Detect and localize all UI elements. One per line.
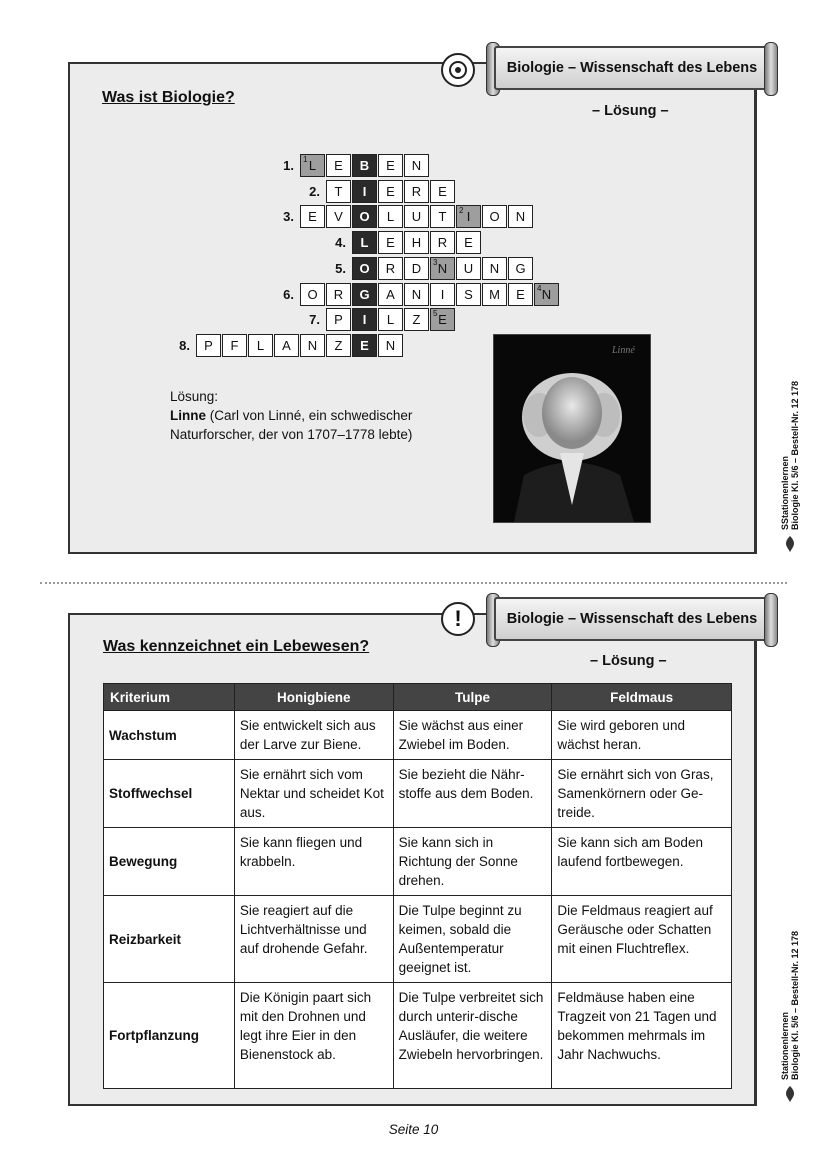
table-header-cell: Tulpe bbox=[393, 684, 552, 711]
table-cell: Sie entwickelt sich aus der Larve zur Biene. bbox=[234, 711, 393, 760]
card1-solution-label: – Lösung – bbox=[592, 103, 669, 119]
crossword-cell: E bbox=[352, 334, 377, 357]
side-imprint-1 bbox=[780, 320, 800, 554]
crossword-cell: 4 N bbox=[534, 283, 559, 306]
table-row bbox=[104, 896, 732, 983]
table-body bbox=[104, 711, 732, 1089]
section-divider bbox=[40, 582, 787, 584]
crossword-row-number: 2. bbox=[309, 183, 320, 199]
crossword-cell: 1 L bbox=[300, 154, 325, 177]
criterion-cell: Bewegung bbox=[104, 828, 235, 896]
crossword-cell: Z bbox=[404, 308, 429, 331]
crossword-cell: U bbox=[404, 205, 429, 228]
crossword-cell: T bbox=[326, 180, 351, 203]
crossword-cell: E bbox=[456, 231, 481, 254]
card1-header-scroll bbox=[486, 42, 778, 96]
crossword-cell: F bbox=[222, 334, 247, 357]
kohl-verlag-logo bbox=[781, 534, 799, 554]
crossword-cell: E bbox=[378, 231, 403, 254]
kohl-verlag-logo bbox=[781, 1084, 799, 1104]
crossword-cell: P bbox=[326, 308, 351, 331]
crossword-cell: D bbox=[404, 257, 429, 280]
crossword-cell: U bbox=[456, 257, 481, 280]
crossword-cell: Z bbox=[326, 334, 351, 357]
clue-mark: 3 bbox=[433, 257, 438, 267]
target-icon bbox=[441, 53, 475, 87]
criterion-cell: Stoffwechsel bbox=[104, 760, 235, 828]
crossword-cell: E bbox=[508, 283, 533, 306]
table-cell: Sie kann fliegen und krabbeln. bbox=[234, 828, 393, 896]
crossword-cell: N bbox=[378, 334, 403, 357]
table-cell: Sie wächst aus einer Zwiebel im Boden. bbox=[393, 711, 552, 760]
page-number: Seite 10 bbox=[388, 1122, 439, 1137]
crossword-cell: L bbox=[248, 334, 273, 357]
crossword-cell: R bbox=[404, 180, 429, 203]
crossword-cell: O bbox=[482, 205, 507, 228]
criterion-cell: Reizbarkeit bbox=[104, 896, 235, 983]
clue-mark: 5 bbox=[433, 309, 438, 319]
crossword-cell: G bbox=[352, 283, 377, 306]
card2-header: Biologie – Wissenschaft des Lebens bbox=[494, 597, 770, 641]
scroll-cap-right bbox=[764, 42, 778, 96]
crossword-row-number: 6. bbox=[283, 286, 294, 302]
side2-line1: Stationenlernen bbox=[780, 1011, 790, 1080]
crossword-cell: G bbox=[508, 257, 533, 280]
crossword-cell: L bbox=[378, 205, 403, 228]
crossword-cell: M bbox=[482, 283, 507, 306]
crossword-row-number: 4. bbox=[335, 235, 346, 251]
crossword-cell: N bbox=[482, 257, 507, 280]
side1-line2: Biologie Kl. 5/6 – Bestell-Nr. 12 178 bbox=[790, 380, 800, 530]
answer-detail: (Carl von Linné, ein schwedischer bbox=[206, 408, 413, 423]
crossword-cell: E bbox=[378, 154, 403, 177]
crossword-cell: S bbox=[456, 283, 481, 306]
side-imprint-2 bbox=[780, 870, 800, 1104]
table-header-cell: Honigbiene bbox=[234, 684, 393, 711]
clue-mark: 1 bbox=[303, 155, 308, 164]
table-header-cell: Kriterium bbox=[104, 684, 235, 711]
table-cell: Sie ernährt sich von Gras, Samenkörnern oder Ge-treide. bbox=[552, 760, 732, 828]
card2-title: Was kennzeichnet ein Lebewesen? bbox=[103, 638, 370, 655]
table-row bbox=[104, 983, 732, 1089]
clue-mark: 2 bbox=[459, 206, 464, 216]
table-row bbox=[104, 828, 732, 896]
crossword-cell: 5 E bbox=[430, 308, 455, 331]
crossword-cell: P bbox=[196, 334, 221, 357]
table-cell: Die Königin paart sich mit den Drohnen und legt ihre Eier in den Bienenstock ab. bbox=[234, 983, 393, 1089]
crossword-cell: R bbox=[430, 231, 455, 254]
table-row bbox=[104, 711, 732, 760]
characteristics-table bbox=[103, 683, 732, 1089]
table-header-cell: Feldmaus bbox=[552, 684, 732, 711]
crossword-cell: E bbox=[300, 205, 325, 228]
portrait-image bbox=[494, 335, 650, 522]
crossword-cell: V bbox=[326, 205, 351, 228]
side1-line1: SStationenlernen bbox=[780, 455, 790, 530]
table-cell: Sie reagiert auf die Lichtverhältnisse und auf drohende Gefahr. bbox=[234, 896, 393, 983]
crossword-cell: E bbox=[430, 180, 455, 203]
crossword-cell: N bbox=[508, 205, 533, 228]
crossword-cell: L bbox=[352, 231, 377, 254]
crossword-cell: B bbox=[352, 154, 377, 177]
crossword-row-number: 1. bbox=[283, 158, 294, 173]
side2-line2: Biologie Kl. 5/6 – Bestell-Nr. 12 178 bbox=[790, 930, 800, 1080]
portrait-signature: Linné bbox=[612, 345, 635, 356]
crossword-cell: O bbox=[300, 283, 325, 306]
crossword-cell: E bbox=[378, 180, 403, 203]
crossword-cell: T bbox=[430, 205, 455, 228]
table-cell: Sie bezieht die Nähr-stoffe aus dem Boden. bbox=[393, 760, 552, 828]
clue-mark: 4 bbox=[537, 283, 542, 293]
crossword-cell: A bbox=[274, 334, 299, 357]
table-cell: Sie ernährt sich vom Nektar und scheidet Kot aus. bbox=[234, 760, 393, 828]
answer-name: Linne bbox=[170, 408, 206, 423]
answer-label: Lösung: bbox=[170, 389, 219, 404]
crossword-cell: O bbox=[352, 257, 377, 280]
exclamation-icon: ! bbox=[441, 602, 475, 636]
crossword-cell: 3 N bbox=[430, 257, 455, 280]
table-cell: Sie kann sich in Richtung der Sonne drehen. bbox=[393, 828, 552, 896]
table-cell: Sie kann sich am Boden laufend fortbewegen. bbox=[552, 828, 732, 896]
crossword-cell: I bbox=[352, 308, 377, 331]
table-cell: Sie wird geboren und wächst heran. bbox=[552, 711, 732, 760]
crossword-cell: 2 I bbox=[456, 205, 481, 228]
scroll-cap-right bbox=[764, 593, 778, 647]
crossword-cell: H bbox=[404, 231, 429, 254]
card1-title: Was ist Biologie? bbox=[102, 89, 235, 106]
table-header-row bbox=[104, 684, 732, 711]
crossword-row-number: 5. bbox=[335, 260, 346, 276]
linne-portrait bbox=[493, 334, 651, 523]
table-cell: Die Feldmaus reagiert auf Geräusche oder Schatten mit einen Fluchtreflex. bbox=[552, 896, 732, 983]
crossword-cell: O bbox=[352, 205, 377, 228]
card1-header: Biologie – Wissenschaft des Lebens bbox=[494, 46, 770, 90]
card2-header-scroll bbox=[486, 593, 778, 647]
crossword-cell: A bbox=[378, 283, 403, 306]
criterion-cell: Fortpflanzung bbox=[104, 983, 235, 1089]
crossword-row-number: 8. bbox=[179, 337, 190, 353]
crossword-cell: E bbox=[326, 154, 351, 177]
crossword-cell: N bbox=[404, 283, 429, 306]
crossword-row-number: 7. bbox=[309, 312, 320, 328]
crossword-cell: L bbox=[378, 308, 403, 331]
crossword-cell: R bbox=[378, 257, 403, 280]
crossword-answer bbox=[170, 387, 412, 444]
answer-line2: Naturforscher, der von 1707–1778 lebte) bbox=[170, 427, 413, 442]
card2-solution-label: – Lösung – bbox=[590, 653, 667, 669]
table-cell: Die Tulpe verbreitet sich durch unterir-dische Ausläufer, die weitere Zwiebeln hervorbringen. bbox=[393, 983, 552, 1089]
table-row bbox=[104, 760, 732, 828]
crossword-row-number: 3. bbox=[283, 209, 294, 225]
crossword-cell: N bbox=[404, 154, 429, 177]
crossword-cell: I bbox=[352, 180, 377, 203]
crossword-cell: I bbox=[430, 283, 455, 306]
table-cell: Feldmäuse haben eine Tragzeit von 21 Tagen und bekommen mehrmals im Jahr Nachwuchs. bbox=[552, 983, 732, 1089]
crossword-cell: R bbox=[326, 283, 351, 306]
table-cell: Die Tulpe beginnt zu keimen, sobald die Außentemperatur geeignet ist. bbox=[393, 896, 552, 983]
crossword-cell: N bbox=[300, 334, 325, 357]
criterion-cell: Wachstum bbox=[104, 711, 235, 760]
